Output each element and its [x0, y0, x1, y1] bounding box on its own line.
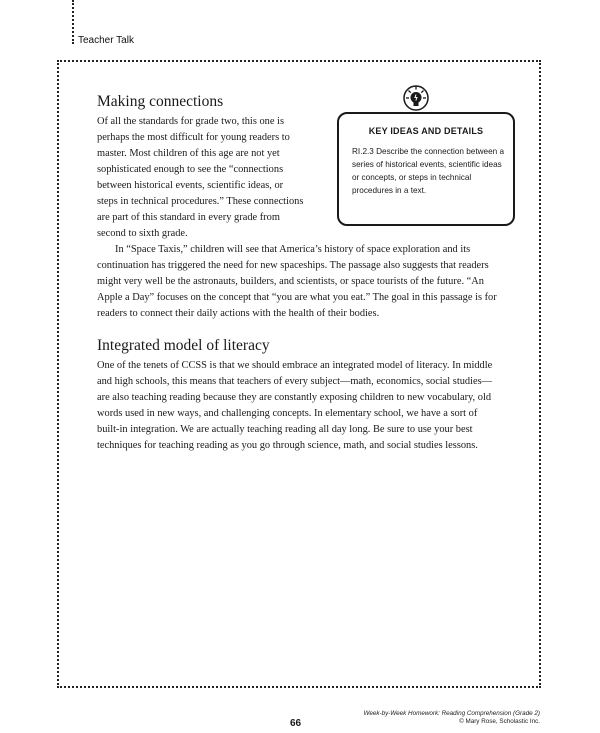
paragraph: In “Space Taxis,” children will see that America’s history of space exploration and its continuation has triggered the need for new spaceships. The passage also suggests that readers might very well be the astronauts, builders, and scientists, or space tourists of the future. “An Apple a Day” focuses on the concept that “you are what you eat.” The goal in this passage is for readers to connect their daily actions with the health of their bodies.: [97, 244, 497, 319]
section-integrated-model: [97, 336, 497, 454]
page-number: 66: [290, 718, 302, 729]
lightbulb-icon: [403, 85, 429, 111]
footer-credit: [363, 710, 540, 726]
header-divider: [72, 0, 74, 44]
section-heading-integrated-model: Integrated model of literacy: [97, 337, 270, 354]
paragraph: Of all the standards for grade two, this one is perhaps the most difficult for young readers to master. Most children of this age are not yet sophisticated enough to see the “connections between historical events, scientific ideas, or steps in technical procedures.” These connections are part of this standard in every grade from second to sixth grade.: [97, 116, 304, 239]
paragraph: One of the tenets of CCSS is that we should embrace an integrated model of literacy. In middle and high schools, this means that teachers of every subject—math, economics, social studies—are also teaching reading because they are constantly exposing children to new vocabulary, old words used in new ways, and challenging concepts. In elementary school, we have a sort of built-in integration. We are actually teaching reading all day long. Be sure to use your best techniques for teaching reading as you go through science, math, and social studies lessons.: [97, 360, 493, 451]
section-heading-making-connections: Making connections: [97, 93, 224, 110]
key-box-title: KEY IDEAS AND DETAILS: [368, 126, 484, 136]
footer-credit-copyright: © Mary Rose, Scholastic Inc.: [459, 718, 540, 725]
header-label: Teacher Talk: [78, 35, 134, 46]
footer-credit-title: Week-by-Week Homework: Reading Comprehension (Grade 2): [363, 710, 540, 717]
key-box-body: RI.2.3 Describe the connection between a series of historical events, scientific ideas or concepts, or steps in technical procedures in a text.: [352, 147, 505, 195]
